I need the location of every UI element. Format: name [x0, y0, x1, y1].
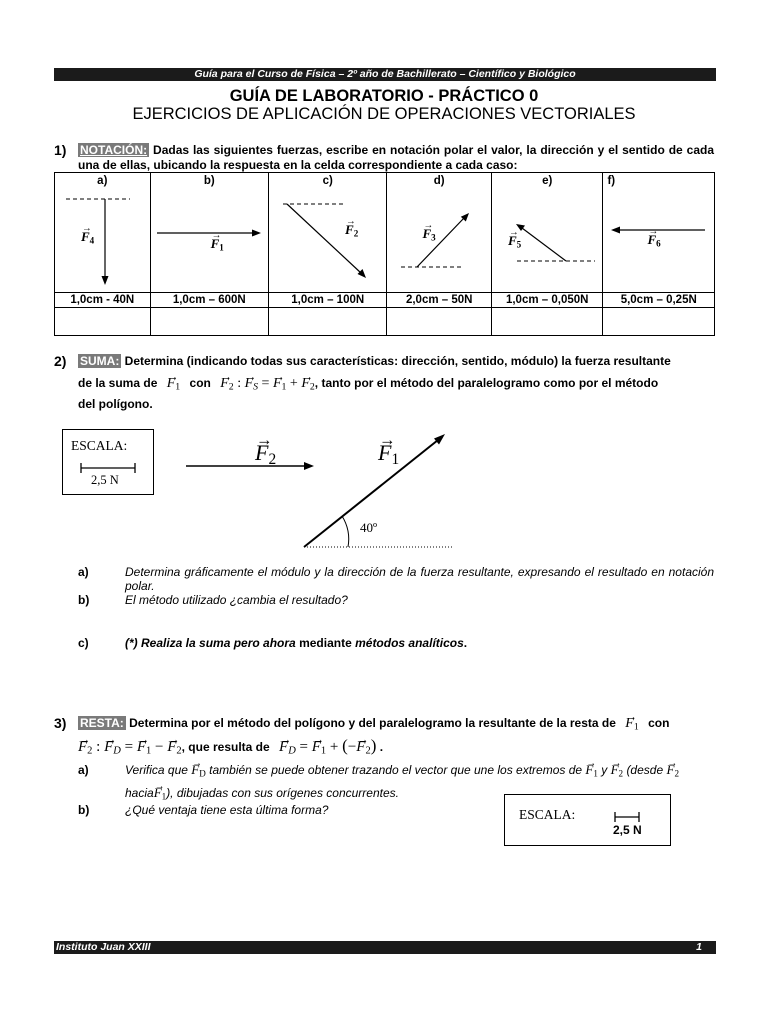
q1-answer-c[interactable] — [269, 308, 387, 336]
q2-f1-inline: → $F_1$ — [167, 376, 180, 391]
q2-item-b-letter: b) — [78, 593, 90, 607]
q1-answer-e[interactable] — [491, 308, 603, 336]
q1-figure-b — [151, 173, 269, 292]
q3-line2: → $F_2$ : → $F_D$ = → $F_1$ − → $F_2$, que resulta de → $F_D$ = → $F_1$ + (−→ $F_2$) . — [78, 738, 383, 759]
q1-answer-b[interactable] — [150, 308, 268, 336]
q3-formula1: → $F_2$ : → $F_D$ = → $F_1$ − → $F_2$ — [78, 739, 182, 755]
q3-number: 3) — [54, 715, 67, 731]
q2-angle-label: 40º — [360, 520, 378, 535]
q2-formula: → $F_2$ : → $F_S$ = → $F_1$ + → $F_2$ — [220, 376, 315, 391]
page-title: GUÍA DE LABORATORIO - PRÁCTICO 0 — [229, 87, 539, 105]
q2-item-a — [78, 565, 714, 595]
q3-scale-box — [504, 794, 671, 846]
q1-letter-c: c) — [322, 175, 333, 187]
q1-scale-f: 5,0cm – 0,25N — [603, 293, 715, 308]
q3-formula2: → $F_D$ = → $F_1$ + (−→ $F_2$) — [279, 739, 376, 755]
q3-scale-label: ESCALA: — [519, 807, 576, 822]
q1-letter-e: e) — [542, 175, 553, 187]
q1-cell-f — [603, 173, 715, 293]
q3-item-b-letter: b) — [78, 803, 90, 817]
q3-text1b: con — [648, 716, 670, 730]
q2-scale-value: 2,5 N — [91, 473, 119, 487]
q1-tag: NOTACIÓN: — [80, 143, 148, 157]
q2-vector-diagram — [180, 425, 470, 555]
q1-letter-b: b) — [203, 175, 215, 187]
q1-force-label-e: → $F_5$ — [508, 233, 521, 249]
q3-text1: Determina por el método del polígono y del paralelogramo la resultante de la resta de — [125, 716, 616, 730]
q1-text: Dadas las siguientes fuerzas, escribe en notación polar el valor, la dirección y el sentido de cada una de ellas, ubicando la respuesta en la celda correspondiente a cada caso: — [78, 143, 714, 172]
q2-line2 — [78, 376, 718, 394]
q1-scale-b: 1,0cm – 600N — [150, 293, 268, 308]
q2-tag: SUMA: — [80, 354, 120, 368]
q1-cell-e — [491, 173, 603, 293]
q1-figure-d — [387, 173, 491, 292]
header-bar-text: Guía para el Curso de Física – 2º año de Bachillerato – Científico y Biológico — [194, 68, 576, 80]
q1-answer-f[interactable] — [603, 308, 715, 336]
q1-figure-a — [55, 173, 150, 292]
q1-cell-d — [387, 173, 492, 293]
q3-scale-value: 2,5 N — [613, 823, 642, 837]
q3-item-a — [78, 763, 718, 779]
q1-answer-a[interactable] — [55, 308, 151, 336]
page-subtitle: EJERCICIOS DE APLICACIÓN DE OPERACIONES VECTORIALES — [132, 105, 636, 123]
q2-item-c-letter: c) — [78, 636, 89, 650]
q1-force-label-a: → $F_4$ — [81, 229, 94, 245]
footer-bar — [54, 941, 716, 954]
q3-item-b-text: ¿Qué ventaja tiene esta última forma? — [125, 803, 329, 817]
q2-text2a: de la suma de — [78, 376, 158, 390]
q2-text2c: , tanto por el método del paralelogramo como por el método — [314, 376, 659, 390]
q2-scale-box — [62, 429, 154, 495]
q3-item-a-text: Verifica que → $F_D$ también se puede obtener trazando el vector que une los extremos de → $F_1$ $y \to F_2$ (desde → $F_2$ — [125, 763, 679, 780]
q2-number: 2) — [54, 353, 67, 369]
q1-number: 1) — [54, 142, 67, 158]
q1-figure-c — [269, 173, 387, 292]
q1-letter-f: f) — [607, 175, 616, 187]
q3-item-a-cont: hacia→ $F_1$), dibujadas con sus orígenes concurrentes. — [125, 786, 625, 802]
q1-scale-e: 1,0cm – 0,050N — [491, 293, 603, 308]
q3-text2: , que resulta de — [181, 740, 270, 754]
q2-f1-label: → $F_1$ — [378, 440, 399, 469]
q1-force-label-b: → $F_1$ — [211, 236, 224, 252]
q3-item-b — [78, 803, 478, 819]
q3-line1 — [78, 716, 718, 734]
q2-line1 — [78, 354, 718, 369]
q1-figure-row — [55, 173, 715, 293]
q1-cell-c — [269, 173, 387, 293]
q2-f2-label: → $F_2$ — [255, 440, 276, 469]
q2-item-c-text: (*) Realiza la suma pero ahora mediante métodos analíticos. — [125, 636, 468, 650]
q2-item-a-letter: a) — [78, 565, 89, 579]
q1-answer-d[interactable] — [387, 308, 492, 336]
q1-force-label-c: → $F_2$ — [345, 222, 358, 238]
q3-f1-inline: → $F_1$ — [625, 716, 638, 731]
q1-scale-row — [55, 293, 715, 308]
q1-force-label-d: → $F_3$ — [422, 226, 435, 242]
footer-institution: Instituto Juan XXIII — [56, 941, 151, 953]
q3-tag: RESTA: — [80, 716, 124, 730]
q1-letter-a: a) — [97, 175, 108, 187]
q1-cell-a — [55, 173, 151, 293]
q2-text3: del polígono. — [78, 397, 153, 411]
q2-scale-label: ESCALA: — [71, 438, 128, 453]
q3-item-a-letter: a) — [78, 763, 89, 777]
q1-answer-row — [55, 308, 715, 336]
q1-cell-b — [150, 173, 268, 293]
header-bar — [54, 68, 716, 81]
q1-force-label-f: → $F_6$ — [647, 232, 660, 248]
q1-statement — [78, 143, 714, 173]
q1-letter-d: d) — [433, 175, 445, 187]
q1-table — [54, 172, 715, 336]
q2-item-b-text: El método utilizado ¿cambia el resultado? — [125, 593, 348, 607]
q1-scale-c: 1,0cm – 100N — [269, 293, 387, 308]
q1-scale-a: 1,0cm - 40N — [55, 293, 151, 308]
q2-item-c — [78, 636, 714, 652]
q2-item-b — [78, 593, 714, 609]
q3-scale-bar — [505, 795, 670, 845]
q1-scale-d: 2,0cm – 50N — [387, 293, 492, 308]
q2-text2b: con — [189, 376, 211, 390]
q2-item-a-text: Determina gráficamente el módulo y la dirección de la fuerza resultante, expresando el resultado en notación polar. — [125, 565, 714, 593]
page-number: 1 — [696, 941, 702, 953]
q2-text1: Determina (indicando todas sus características: dirección, sentido, módulo) la fuerza resultante — [121, 354, 671, 368]
